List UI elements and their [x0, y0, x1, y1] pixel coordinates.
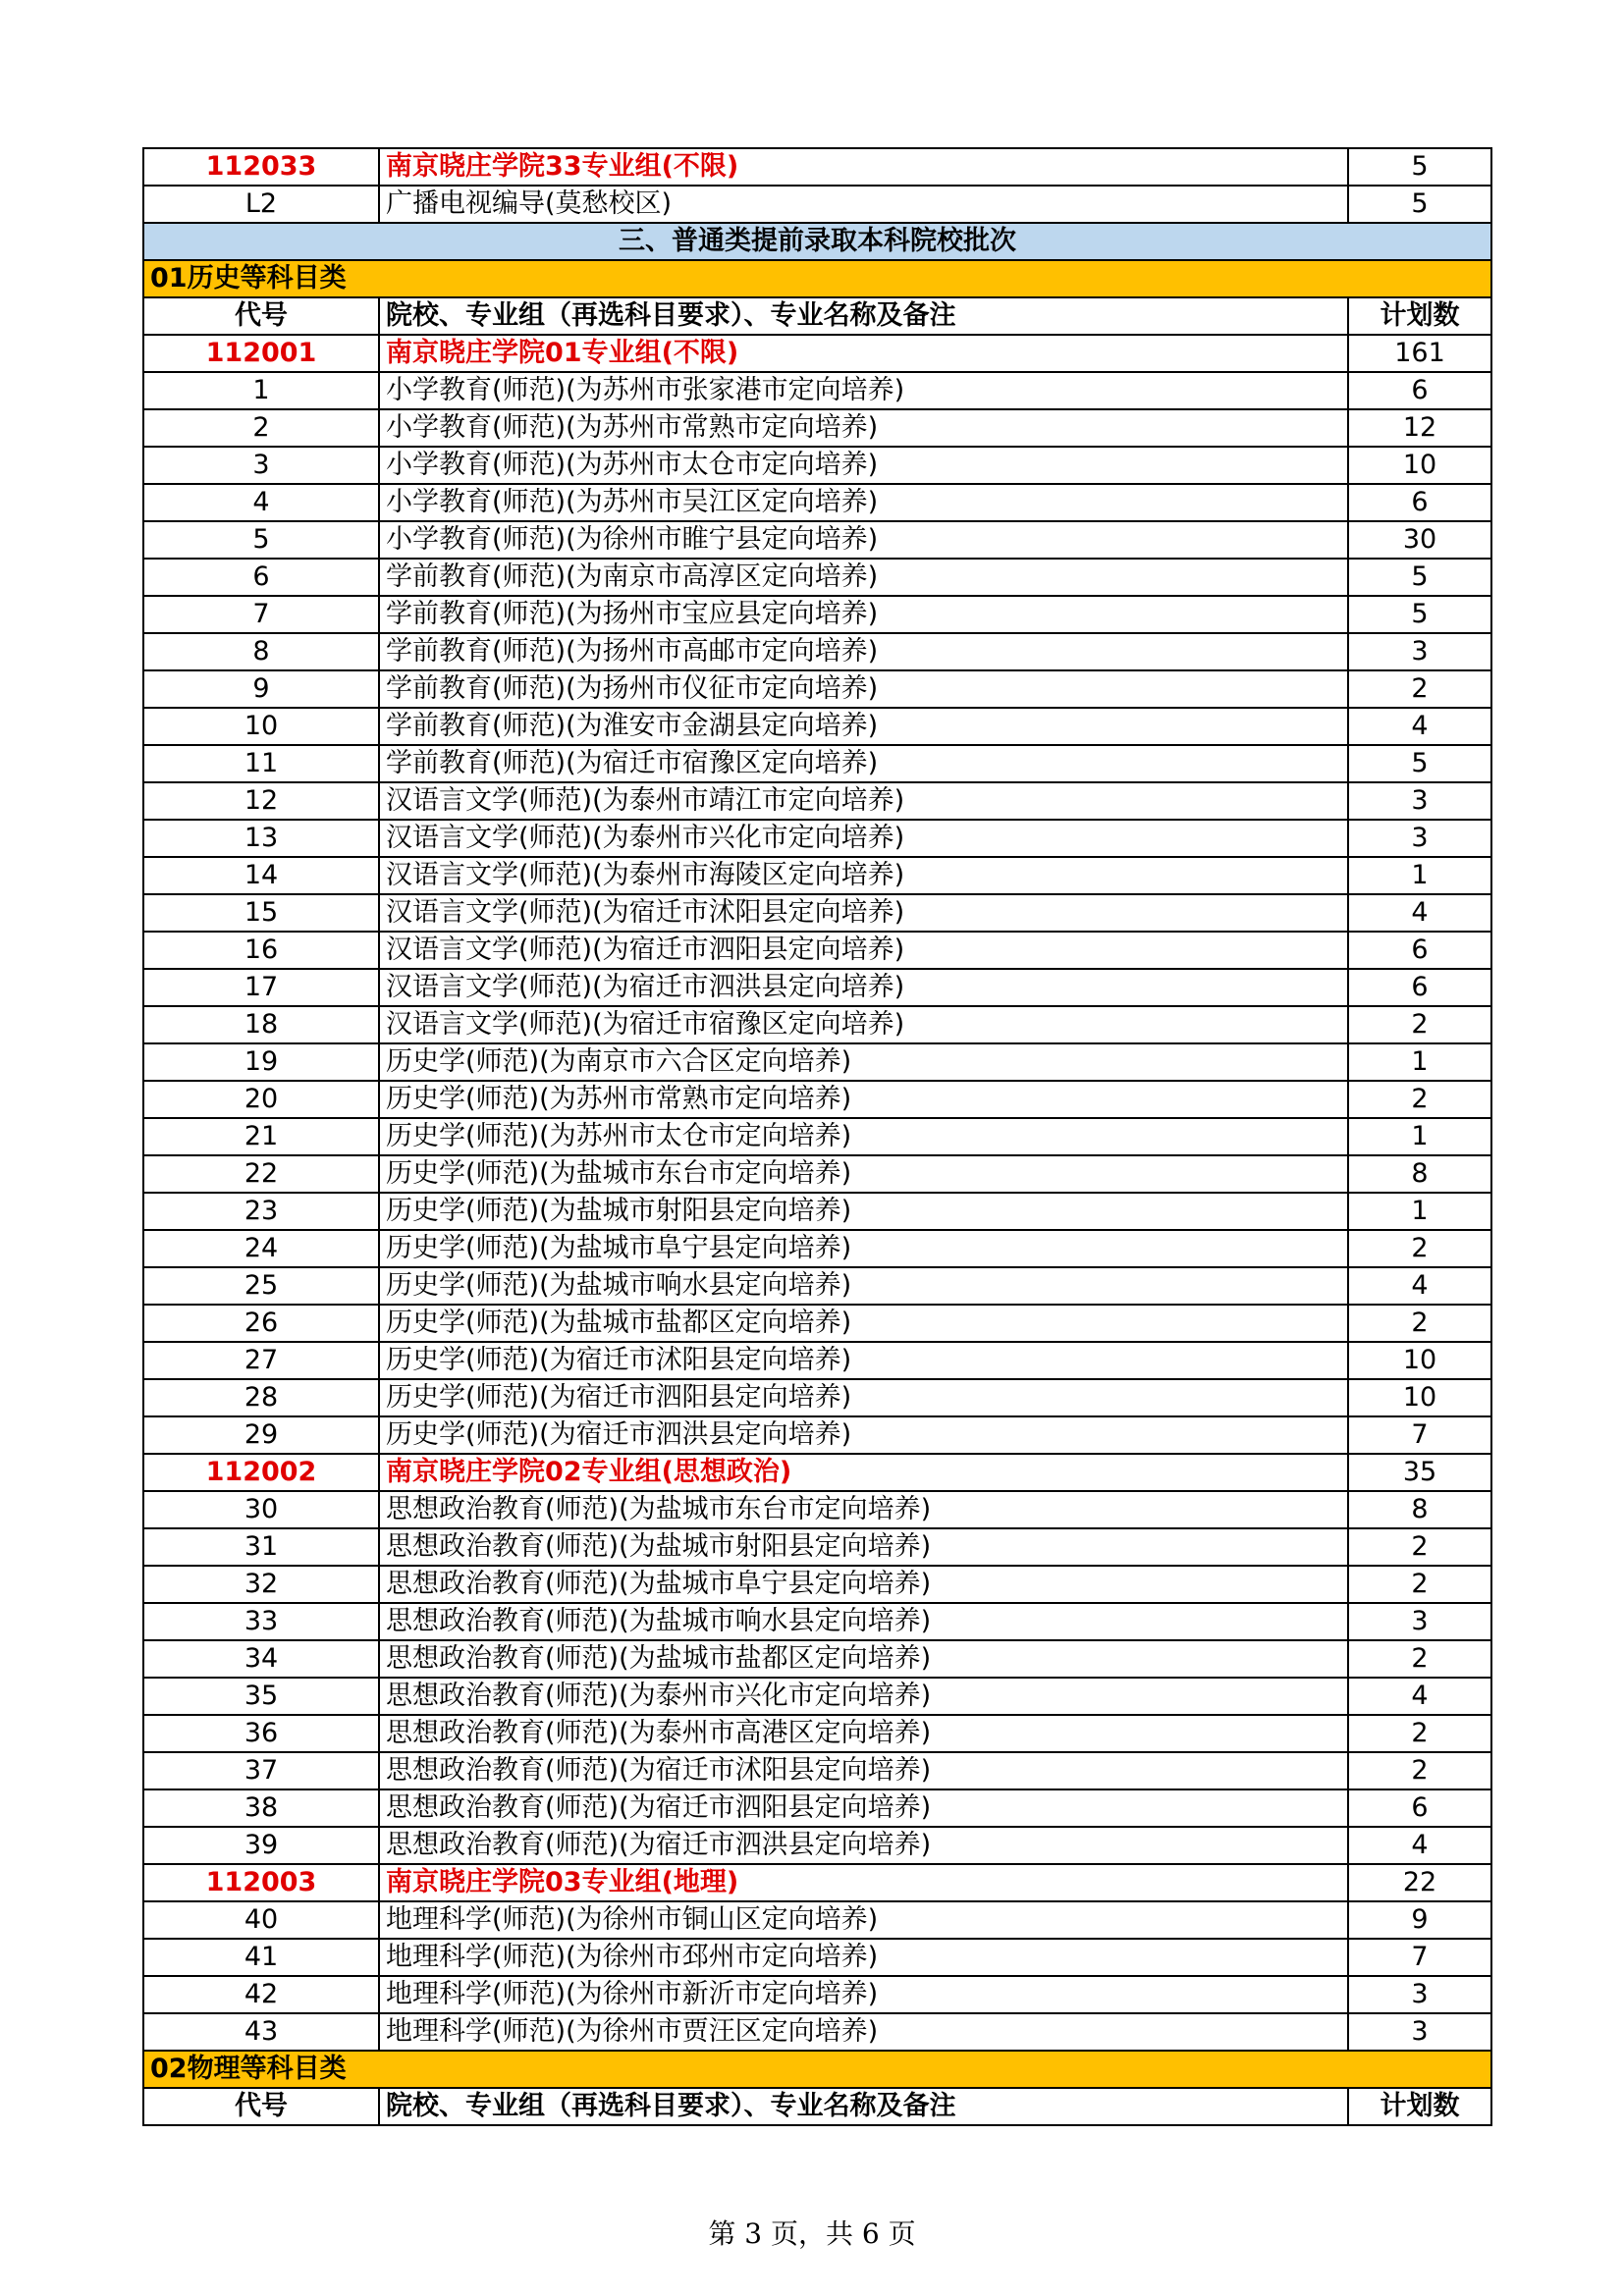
- table-row: [143, 1193, 1491, 1230]
- table-row: [143, 1678, 1491, 1715]
- table-row: [143, 521, 1491, 559]
- row-name: 思想政治教育(师范)(为盐城市响水县定向培养): [379, 1603, 1348, 1640]
- row-name: 汉语言文学(师范)(为泰州市靖江市定向培养): [379, 782, 1348, 820]
- row-count: 3: [1348, 1976, 1491, 2013]
- row-name: 南京晓庄学院01专业组(不限): [379, 335, 1348, 372]
- row-code: 42: [143, 1976, 379, 2013]
- row-code: 34: [143, 1640, 379, 1678]
- row-count: 2: [1348, 1715, 1491, 1752]
- table-row: [143, 1603, 1491, 1640]
- table-row: [143, 932, 1491, 969]
- row-code: 25: [143, 1267, 379, 1305]
- row-code: 5: [143, 521, 379, 559]
- row-code: 15: [143, 894, 379, 932]
- table-row: [143, 1006, 1491, 1043]
- section-title: 三、普通类提前录取本科院校批次: [143, 223, 1491, 260]
- table-row: [143, 670, 1491, 708]
- table-row: [143, 1715, 1491, 1752]
- row-count: 161: [1348, 335, 1491, 372]
- row-count: 3: [1348, 782, 1491, 820]
- table-row: [143, 1789, 1491, 1827]
- row-name: 思想政治教育(师范)(为盐城市盐都区定向培养): [379, 1640, 1348, 1678]
- row-name: 小学教育(师范)(为徐州市睢宁县定向培养): [379, 521, 1348, 559]
- row-code: 31: [143, 1528, 379, 1566]
- table-row: [143, 409, 1491, 447]
- header-name: 院校、专业组（再选科目要求）、专业名称及备注: [379, 297, 1348, 335]
- row-code: 3: [143, 447, 379, 484]
- table-row: [143, 1416, 1491, 1454]
- table-row: [143, 1827, 1491, 1864]
- table-row: [143, 1491, 1491, 1528]
- table-row: [143, 1528, 1491, 1566]
- header-count-2: 计划数: [1348, 2088, 1491, 2125]
- row-count: 10: [1348, 1379, 1491, 1416]
- row-count: 7: [1348, 1939, 1491, 1976]
- row-code: 14: [143, 857, 379, 894]
- table-row: [143, 820, 1491, 857]
- group-row: [143, 1864, 1491, 1901]
- page-footer: 第 3 页，共 6 页: [708, 2217, 916, 2250]
- row-name: 历史学(师范)(为苏州市太仓市定向培养): [379, 1118, 1348, 1155]
- row-count: 2: [1348, 1230, 1491, 1267]
- row-name: 地理科学(师范)(为徐州市新沂市定向培养): [379, 1976, 1348, 2013]
- row-name: 思想政治教育(师范)(为泰州市兴化市定向培养): [379, 1678, 1348, 1715]
- row-code: 112002: [143, 1454, 379, 1491]
- row-name: 思想政治教育(师范)(为盐城市阜宁县定向培养): [379, 1566, 1348, 1603]
- table-row: [143, 969, 1491, 1006]
- row-name: 历史学(师范)(为盐城市响水县定向培养): [379, 1267, 1348, 1305]
- row-code: 7: [143, 596, 379, 633]
- row-count: 22: [1348, 1864, 1491, 1901]
- row-name: 历史学(师范)(为盐城市射阳县定向培养): [379, 1193, 1348, 1230]
- table-row: [143, 857, 1491, 894]
- row-name: 历史学(师范)(为盐城市东台市定向培养): [379, 1155, 1348, 1193]
- row-code: 21: [143, 1118, 379, 1155]
- row-count: 10: [1348, 447, 1491, 484]
- row-code: 2: [143, 409, 379, 447]
- row-count: 6: [1348, 932, 1491, 969]
- table-row: [143, 447, 1491, 484]
- row-code: 27: [143, 1342, 379, 1379]
- row-name: 学前教育(师范)(为扬州市仪征市定向培养): [379, 670, 1348, 708]
- row-count: 3: [1348, 1603, 1491, 1640]
- row-code: 37: [143, 1752, 379, 1789]
- row-code: 30: [143, 1491, 379, 1528]
- row-code: 28: [143, 1379, 379, 1416]
- header-row-2: [143, 2088, 1491, 2125]
- row-count: 6: [1348, 969, 1491, 1006]
- table-row: [143, 1901, 1491, 1939]
- table-row: [143, 2013, 1491, 2051]
- table-row: [143, 484, 1491, 521]
- table-row: [143, 1081, 1491, 1118]
- row-code: 1: [143, 372, 379, 409]
- row-count: 2: [1348, 1640, 1491, 1678]
- row-code: 41: [143, 1939, 379, 1976]
- row-count: 4: [1348, 1827, 1491, 1864]
- row-code: 39: [143, 1827, 379, 1864]
- row-count: 10: [1348, 1342, 1491, 1379]
- row-name: 思想政治教育(师范)(为宿迁市沭阳县定向培养): [379, 1752, 1348, 1789]
- row-name: 学前教育(师范)(为扬州市宝应县定向培养): [379, 596, 1348, 633]
- row-count: 35: [1348, 1454, 1491, 1491]
- row-code: 24: [143, 1230, 379, 1267]
- row-code: 4: [143, 484, 379, 521]
- table-row: [143, 745, 1491, 782]
- table-row: [143, 1566, 1491, 1603]
- table-row: [143, 372, 1491, 409]
- row-code: 29: [143, 1416, 379, 1454]
- row-code: 12: [143, 782, 379, 820]
- table-row: [143, 1155, 1491, 1193]
- row-code: 112001: [143, 335, 379, 372]
- row-code: 8: [143, 633, 379, 670]
- row-name: 历史学(师范)(为宿迁市泗洪县定向培养): [379, 1416, 1348, 1454]
- row-code: 23: [143, 1193, 379, 1230]
- row-code: 19: [143, 1043, 379, 1081]
- row-code: 9: [143, 670, 379, 708]
- row-code: 18: [143, 1006, 379, 1043]
- row-count: 6: [1348, 372, 1491, 409]
- row-name: 广播电视编导(莫愁校区): [379, 186, 1348, 223]
- row-name: 学前教育(师范)(为淮安市金湖县定向培养): [379, 708, 1348, 745]
- section-title-row: [143, 223, 1491, 260]
- table-row: [143, 894, 1491, 932]
- table-row: [143, 1752, 1491, 1789]
- row-name: 学前教育(师范)(为南京市高淳区定向培养): [379, 559, 1348, 596]
- row-code: 36: [143, 1715, 379, 1752]
- header-code: 代号: [143, 297, 379, 335]
- table-row: [143, 1976, 1491, 2013]
- header-row: [143, 297, 1491, 335]
- row-name: 汉语言文学(师范)(为泰州市海陵区定向培养): [379, 857, 1348, 894]
- row-code: 17: [143, 969, 379, 1006]
- row-name: 汉语言文学(师范)(为泰州市兴化市定向培养): [379, 820, 1348, 857]
- row-count: 5: [1348, 148, 1491, 186]
- category-label-2: 02物理等科目类: [143, 2051, 1491, 2088]
- row-count: 4: [1348, 1267, 1491, 1305]
- group-row: [143, 148, 1491, 186]
- row-name: 南京晓庄学院33专业组(不限): [379, 148, 1348, 186]
- row-count: 7: [1348, 1416, 1491, 1454]
- table-row: [143, 782, 1491, 820]
- row-count: 1: [1348, 1043, 1491, 1081]
- row-count: 2: [1348, 1305, 1491, 1342]
- top-rows: [143, 148, 1491, 223]
- header-name-2: 院校、专业组（再选科目要求）、专业名称及备注: [379, 2088, 1348, 2125]
- row-count: 2: [1348, 1006, 1491, 1043]
- row-code: L2: [143, 186, 379, 223]
- row-code: 43: [143, 2013, 379, 2051]
- row-code: 20: [143, 1081, 379, 1118]
- table-row: [143, 1379, 1491, 1416]
- row-name: 学前教育(师范)(为宿迁市宿豫区定向培养): [379, 745, 1348, 782]
- table-row: [143, 1342, 1491, 1379]
- row-name: 历史学(师范)(为盐城市阜宁县定向培养): [379, 1230, 1348, 1267]
- row-count: 8: [1348, 1491, 1491, 1528]
- row-count: 1: [1348, 857, 1491, 894]
- row-code: 11: [143, 745, 379, 782]
- row-count: 5: [1348, 745, 1491, 782]
- table-row: [143, 1305, 1491, 1342]
- table-row: [143, 1640, 1491, 1678]
- row-name: 历史学(师范)(为盐城市盐都区定向培养): [379, 1305, 1348, 1342]
- row-name: 小学教育(师范)(为苏州市吴江区定向培养): [379, 484, 1348, 521]
- row-name: 思想政治教育(师范)(为宿迁市泗阳县定向培养): [379, 1789, 1348, 1827]
- row-name: 汉语言文学(师范)(为宿迁市宿豫区定向培养): [379, 1006, 1348, 1043]
- category-row-2: [143, 2051, 1491, 2088]
- row-count: 2: [1348, 670, 1491, 708]
- row-name: 汉语言文学(师范)(为宿迁市泗阳县定向培养): [379, 932, 1348, 969]
- row-code: 6: [143, 559, 379, 596]
- row-name: 小学教育(师范)(为苏州市常熟市定向培养): [379, 409, 1348, 447]
- row-code: 112003: [143, 1864, 379, 1901]
- header-code-2: 代号: [143, 2088, 379, 2125]
- category-row: [143, 260, 1491, 297]
- table-row: [143, 559, 1491, 596]
- row-count: 2: [1348, 1566, 1491, 1603]
- row-name: 地理科学(师范)(为徐州市邳州市定向培养): [379, 1939, 1348, 1976]
- group-row: [143, 335, 1491, 372]
- category-label: 01历史等科目类: [143, 260, 1491, 297]
- row-name: 学前教育(师范)(为扬州市高邮市定向培养): [379, 633, 1348, 670]
- row-code: 16: [143, 932, 379, 969]
- second-category-body: [143, 2051, 1491, 2125]
- row-code: 22: [143, 1155, 379, 1193]
- row-count: 3: [1348, 820, 1491, 857]
- row-count: 3: [1348, 633, 1491, 670]
- row-count: 5: [1348, 186, 1491, 223]
- row-count: 2: [1348, 1752, 1491, 1789]
- table-row: [143, 633, 1491, 670]
- table-row: [143, 1043, 1491, 1081]
- row-code: 38: [143, 1789, 379, 1827]
- row-name: 南京晓庄学院03专业组(地理): [379, 1864, 1348, 1901]
- row-count: 12: [1348, 409, 1491, 447]
- row-name: 历史学(师范)(为宿迁市泗阳县定向培养): [379, 1379, 1348, 1416]
- row-code: 13: [143, 820, 379, 857]
- group-row: [143, 1454, 1491, 1491]
- main-rows: [143, 335, 1491, 2051]
- table-row: [143, 1118, 1491, 1155]
- row-name: 地理科学(师范)(为徐州市铜山区定向培养): [379, 1901, 1348, 1939]
- row-count: 9: [1348, 1901, 1491, 1939]
- table-row: [143, 1267, 1491, 1305]
- row-count: 3: [1348, 2013, 1491, 2051]
- row-count: 30: [1348, 521, 1491, 559]
- header-count: 计划数: [1348, 297, 1491, 335]
- section-title-body: [143, 223, 1491, 335]
- row-code: 33: [143, 1603, 379, 1640]
- row-count: 4: [1348, 894, 1491, 932]
- table-row: [143, 596, 1491, 633]
- row-count: 5: [1348, 559, 1491, 596]
- row-name: 历史学(师范)(为南京市六合区定向培养): [379, 1043, 1348, 1081]
- table-row: [143, 1230, 1491, 1267]
- row-count: 6: [1348, 484, 1491, 521]
- row-name: 南京晓庄学院02专业组(思想政治): [379, 1454, 1348, 1491]
- table-row: [143, 708, 1491, 745]
- row-count: 1: [1348, 1118, 1491, 1155]
- row-count: 6: [1348, 1789, 1491, 1827]
- row-name: 思想政治教育(师范)(为盐城市东台市定向培养): [379, 1491, 1348, 1528]
- row-count: 2: [1348, 1528, 1491, 1566]
- row-count: 1: [1348, 1193, 1491, 1230]
- row-count: 8: [1348, 1155, 1491, 1193]
- row-code: 10: [143, 708, 379, 745]
- row-name: 历史学(师范)(为苏州市常熟市定向培养): [379, 1081, 1348, 1118]
- row-name: 历史学(师范)(为宿迁市沭阳县定向培养): [379, 1342, 1348, 1379]
- row-name: 思想政治教育(师范)(为宿迁市泗洪县定向培养): [379, 1827, 1348, 1864]
- row-name: 小学教育(师范)(为苏州市太仓市定向培养): [379, 447, 1348, 484]
- row-name: 汉语言文学(师范)(为宿迁市泗洪县定向培养): [379, 969, 1348, 1006]
- enrollment-plan-table: [142, 147, 1492, 2126]
- row-code: 32: [143, 1566, 379, 1603]
- row-code: 26: [143, 1305, 379, 1342]
- row-name: 地理科学(师范)(为徐州市贾汪区定向培养): [379, 2013, 1348, 2051]
- table-row: [143, 1939, 1491, 1976]
- row-count: 5: [1348, 596, 1491, 633]
- row-code: 40: [143, 1901, 379, 1939]
- row-name: 思想政治教育(师范)(为盐城市射阳县定向培养): [379, 1528, 1348, 1566]
- row-count: 4: [1348, 1678, 1491, 1715]
- row-code: 112033: [143, 148, 379, 186]
- row-name: 思想政治教育(师范)(为泰州市高港区定向培养): [379, 1715, 1348, 1752]
- row-count: 2: [1348, 1081, 1491, 1118]
- table-row: [143, 186, 1491, 223]
- row-name: 小学教育(师范)(为苏州市张家港市定向培养): [379, 372, 1348, 409]
- row-name: 汉语言文学(师范)(为宿迁市沭阳县定向培养): [379, 894, 1348, 932]
- row-code: 35: [143, 1678, 379, 1715]
- row-count: 4: [1348, 708, 1491, 745]
